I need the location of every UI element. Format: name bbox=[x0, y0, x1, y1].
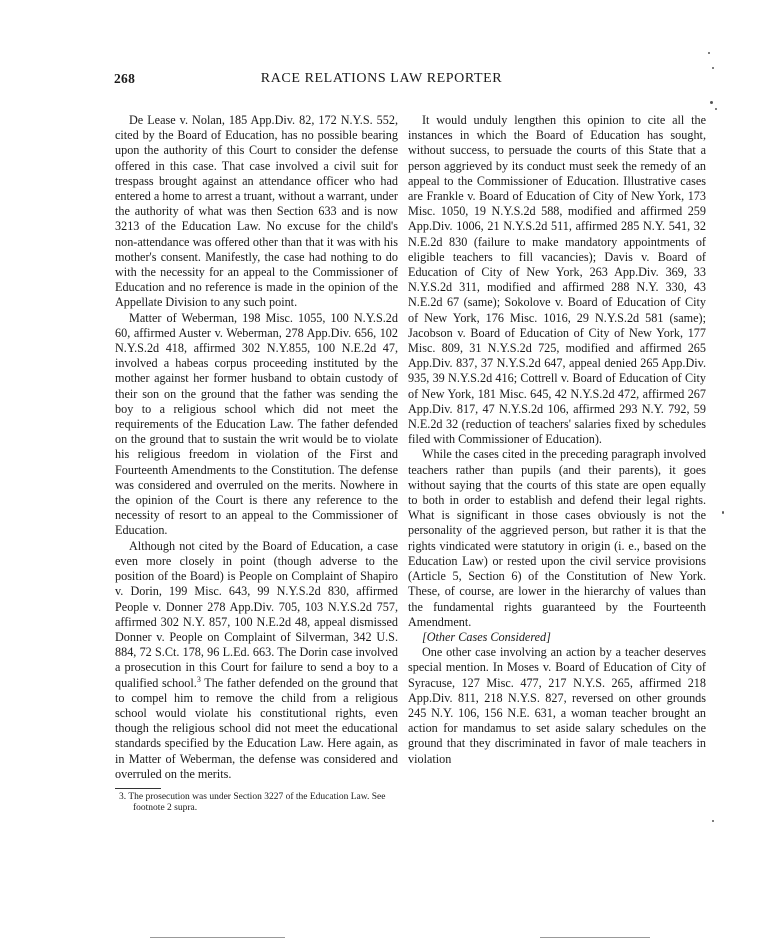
scan-edge-line bbox=[150, 937, 285, 938]
paragraph-text: Although not cited by the Board of Education, a case even more closely in point (though adverse to the position of the Board) is People on Complaint of Shapiro v. Dorin, 199 Misc. 643, 99 N.Y.S.2d 830, affirmed People v. Donner 278 App.Div. 705, 103 N.Y.S.2d 757, affirmed 302 N.Y. 857, 100 N.E.2d 48, appeal dismissed Donner v. People on Complaint of Silverman, 342 U.S. 884, 72 S.Ct. 178, 96 L.Ed. 663. The Dorin case involved a prosecution in this Court for failure to send a boy to a qualified school. bbox=[115, 538, 398, 690]
scan-speck bbox=[712, 67, 714, 69]
footnote-marker: 3 bbox=[196, 674, 201, 684]
paragraph bbox=[115, 539, 398, 782]
scan-speck bbox=[708, 52, 710, 54]
running-title: RACE RELATIONS LAW REPORTER bbox=[260, 71, 503, 86]
paragraph: Matter of Weberman, 198 Misc. 1055, 100 N.Y.S.2d 60, affirmed Auster v. Weberman, 278 App.Div. 656, 102 N.Y.S.2d 418, affirmed 302 N.Y.855, 100 N.E.2d 47, involved a habeas corpus proceeding instituted by the mother against her former husband to obtain custody of their son on the ground that the father was sending the boy to a religious school which did not meet the requirements of the Education Law. The father defended on the ground that to sustain the writ would be to violate his religious freedom in violation of the First and Fourteenth Amendments to the Constitution. The defense was considered and overruled on the merits. Nowhere in the opinion of the Court is there any reference to the necessity of resort to an appeal to the Commissioner of Education. bbox=[115, 310, 398, 538]
paragraph: It would unduly lengthen this opinion to cite all the instances in which the Board of Education has sought, without success, to persuade the courts of this State that a person aggrieved by its conduct must seek the remedy of an appeal to the Commissioner of Education. Illustrative cases are Frankle v. Board of Education of City of New York, 173 Misc. 1050, 19 N.Y.S.2d 588, modified and affirmed 259 App.Div. 1006, 21 N.Y.S.2d 511, affirmed 285 N.Y. 541, 32 N.E.2d 830 (failure to make mandatory appointments of eligible teachers to fill vacancies); Davis v. Board of Education of City of New York, 263 App.Div. 369, 33 N.Y.S.2d 311, modified and affirmed 288 N.Y. 330, 43 N.E.2d 67 (same); Sokolove v. Board of Education of City of New York, 176 Misc. 1016, 29 N.Y.S.2d 581 (same); Jacobson v. Board of Education of City of New York, 177 Misc. 809, 31 N.Y.S.2d 725, modified and affirmed 265 App.Div. 837, 37 N.Y.S.2d 647, appeal denied 265 App.Div. 935, 39 N.Y.S.2d 416; Cottrell v. Board of Education of City of New York, 181 Misc. 645, 42 N.Y.S.2d 472, affirmed 267 App.Div. 817, 47 N.Y.S.2d 106, affirmed 293 N.Y. 792, 59 N.E.2d 32 (reduction of teachers' salaries fixed by schedules filed with Commissioner of Education). bbox=[408, 113, 706, 447]
page-number: 268 bbox=[114, 71, 136, 86]
section-heading: [Other Cases Considered] bbox=[422, 629, 551, 644]
paragraph: One other case involving an action by a teacher deserves special mention. In Moses v. Board of Education of City of Syracuse, 127 Misc. 477, 217 N.Y.S. 265, affirmed 218 App.Div. 811, 218 N.Y.S. 827, reversed on other grounds 245 N.Y. 106, 156 N.E. 631, a woman teacher brought an action for mandamus to set aside salary schedules on the ground that they discriminated in favor of male teachers in violation bbox=[408, 645, 706, 766]
right-column bbox=[408, 113, 706, 767]
scan-speck bbox=[710, 101, 713, 104]
paragraph-text: The father defended on the ground that to compel him to remove the child from a religious school would violate his constitutional rights, even though the religious school did not meet the educational standards specified by the Education Law. Here again, as in Matter of Weberman, the defense was considered and overruled on the merits. bbox=[115, 675, 398, 781]
paragraph: While the cases cited in the preceding paragraph involved teachers rather than pupils (and their parents), it goes without saying that the courts of this state are open equally to both in order to establish and defend their legal rights. What is significant in those cases obviously is not the personality of the aggrieved person, but rather it is that the rights vindicated were statutory in origin (i. e., based on the Education Law) or rested upon the civil service provisions (Article 5, Section 6) of the Constitution of New York. These, of course, are lower in the hierarchy of values than the fundamental rights guaranteed by the Fourteenth Amendment. bbox=[408, 447, 706, 629]
left-column bbox=[115, 113, 398, 814]
scan-speck bbox=[712, 820, 714, 822]
scan-speck bbox=[715, 108, 717, 110]
scan-edge-line bbox=[540, 937, 650, 938]
scan-speck bbox=[722, 511, 724, 514]
footnote: 3. The prosecution was under Section 3227 of the Education Law. See footnote 2 supra. bbox=[119, 791, 386, 813]
paragraph: De Lease v. Nolan, 185 App.Div. 82, 172 N.Y.S. 552, cited by the Board of Education, has no possible bearing upon the authority of this Court to consider the defense offered in this case. That case involved a civil suit for trespass brought against an attendance officer who had entered a home to arrest a truant, without a warrant, under the authority of what was then Section 633 and is now 3213 of the Education Law. No excuse for the child's non-attendance was offered other than that it was with his mother's consent. Manifestly, the case had nothing to do with the necessity for an appeal to the Commissioner of Education and no reference is made in the opinion of the Appellate Division to any such point. bbox=[115, 113, 398, 310]
footnote-rule bbox=[115, 788, 161, 789]
